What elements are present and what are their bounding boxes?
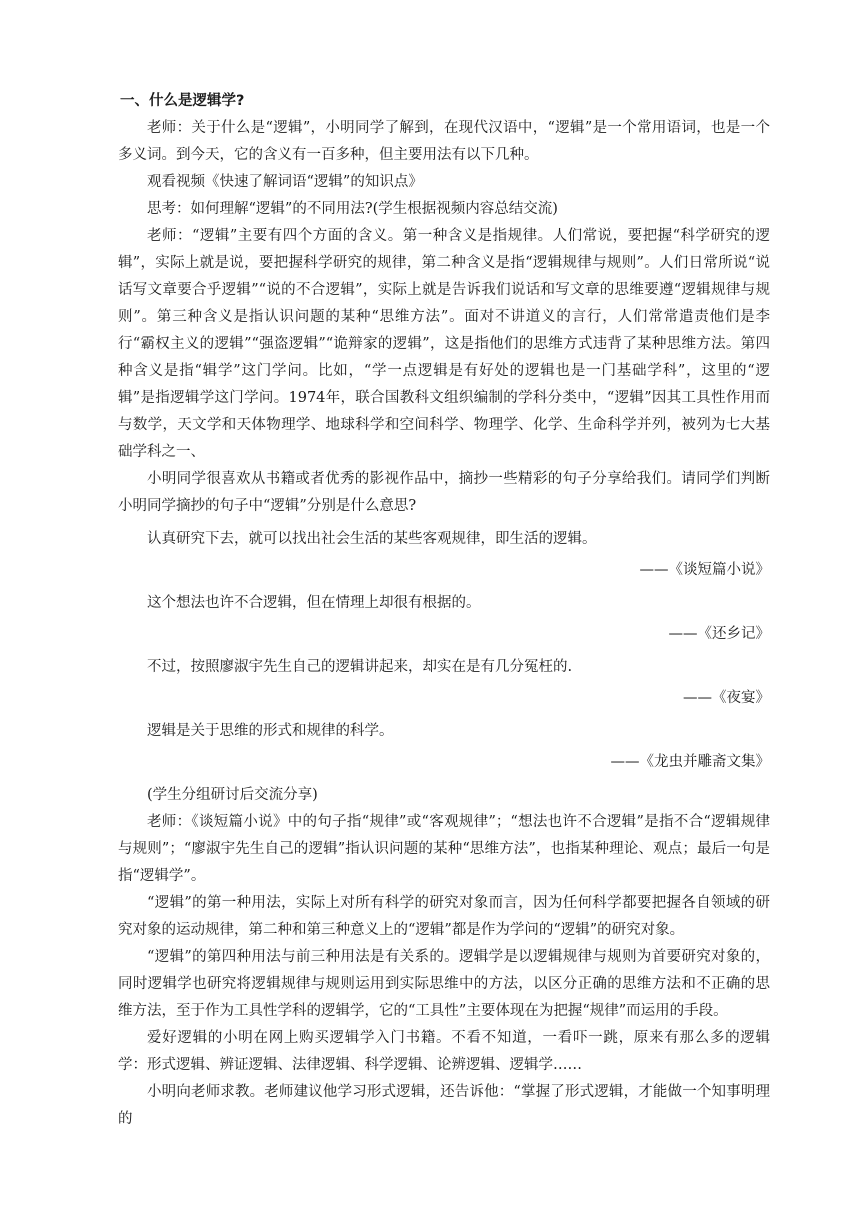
quote-source: ——《谈短篇小说》 [639,562,770,578]
section-heading: 一、什么是逻辑学? [120,93,245,109]
paragraph-teacher-intro: 老师：关于什么是“逻辑”，小明同学了解到，在现代汉语中，“逻辑”是一个常用语词，也是一个多义词。到今天，它的含义有一百多种，但主要用法有以下几种。 [118,120,770,163]
document-page [118,88,770,1133]
quote-text: 这个想法也许不合逻辑，但在情理上却很有根据的。 [147,595,481,611]
quote-source: ——《还乡记》 [668,626,770,642]
paragraph-teacher-meanings: 老师：“逻辑”主要有四个方面的含义。第一种含义是指规律。人们常说，要把握“科学研究的逻辑”，实际上就是说，要把握科学研究的规律，第二种含义是指“逻辑规律与规则”。人们日常所说“说话写文章要合乎逻辑”“说的不合逻辑”，实际上就是告诉我们说话和写文章的思维要遵“逻辑规律与规则”。第三种含义是指认识问题的某种“思维方法”。面对不讲道义的言行，人们常常遣责他们是李行“霸权主义的逻辑”“强盗逻辑”“诡辩家的逻辑”，这是指他们的思维方式违背了某种思维方法。第四种含义是指“辑学”这门学问。比如，“学一点逻辑是有好处的逻辑也是一门基础学科”，这里的“逻辑”是指逻辑学这门学问。1974年，联合国教科文组织编制的学科分类中，“逻辑”因其工具性作用而与数学，天文学和天体物理学、地球科学和空间科学、物理学、化学、生命科学并列，被列为七大基础学科之一、 [118,228,770,460]
quote-text: 认真研究下去，就可以找出社会生活的某些客观规律，即生活的逻辑。 [147,531,597,547]
quote-text: 逻辑是关于思维的形式和规律的科学。 [147,723,394,739]
paragraph-teacher-answers: 老师：《谈短篇小说》中的句子指“规律”或“客观规律”；“想法也许不合逻辑”是指不合“逻辑规律与规则”；“廖淑宇先生自己的逻辑”指认识问题的某种“思维方法”，也指某种理论、观点；最后一句是指“逻辑学”。 [118,814,770,884]
quote-source: ——《龙虫并雕斋文集》 [610,754,770,770]
paragraph-group-discussion: (学生分组研讨后交流分享) [147,787,318,803]
quote-source: ——《夜宴》 [683,690,770,706]
paragraph-fourth-usage: “逻辑”的第四种用法与前三种用法是有关系的。逻辑学是以逻辑规律与规则为首要研究对象的，同时逻辑学也研究将逻辑规律与规则运用到实际思维中的方法，以区分正确的思维方法和不正确的思维方法，至于作为工具性学科的逻辑学，它的“工具性”主要体现在为把握“规律”而运用的手段。 [118,949,770,1019]
paragraph-xiaoming-quotes: 小明同学很喜欢从书籍或者优秀的影视作品中，摘抄一些精彩的句子分享给我们。请同学们判断小明同学摘抄的句子中“逻辑”分别是什么意思? [118,471,770,514]
paragraph-think: 思考：如何理解“逻辑”的不同用法?(学生根据视频内容总结交流) [147,201,558,217]
paragraph-first-usage: “逻辑”的第一种用法，实际上对所有科学的研究对象而言，因为任何科学都要把握各自领域的研究对象的运动规律，第二种和第三种意义上的“逻辑”都是作为学问的“逻辑”的研究对象。 [118,895,770,938]
paragraph-video: 观看视频《快速了解词语“逻辑”的知识点》 [147,174,423,190]
quote-text: 不过，按照廖淑宇先生自己的逻辑讲起来，却实在是有几分冤枉的. [147,659,573,675]
paragraph-books: 爱好逻辑的小明在网上购买逻辑学入门书籍。不看不知道，一看吓一跳，原来有那么多的逻辑学：形式逻辑、辨证逻辑、法律逻辑、科学逻辑、论辨逻辑、逻辑学…… [118,1030,770,1073]
paragraph-ask-teacher: 小明向老师求教。老师建议他学习形式逻辑，还告诉他：“掌握了形式逻辑，才能做一个知事明理的 [118,1084,770,1127]
